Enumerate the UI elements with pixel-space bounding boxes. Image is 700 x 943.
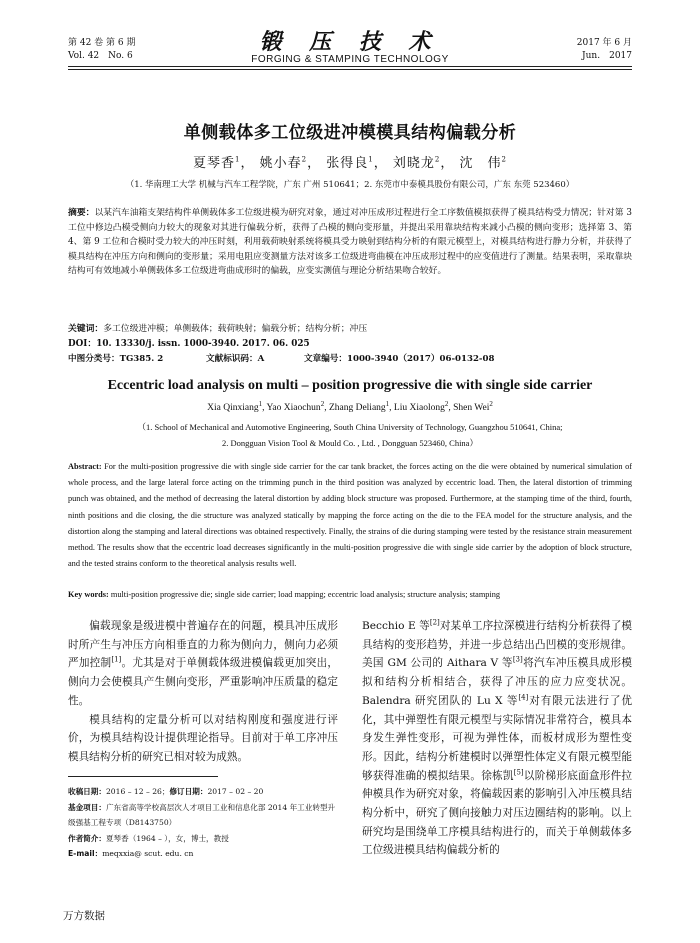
citation-ref[interactable]: [3]	[512, 655, 523, 664]
doi-value: 10. 13330/j. issn. 1000-3940. 2017. 06. 025	[96, 339, 310, 349]
abstract-label-en: Abstract:	[68, 462, 102, 471]
email-label: E-mail：	[68, 849, 103, 858]
database-watermark: 万方数据	[63, 910, 105, 922]
citation-ref[interactable]: [1]	[111, 655, 122, 664]
footnote-email	[68, 846, 338, 862]
revised-date: 2017 – 02 – 20	[207, 787, 264, 796]
received-date: 2016 – 12 – 26；	[105, 787, 170, 796]
running-header-date	[577, 37, 632, 63]
author-separator: ，	[240, 156, 255, 171]
author-affil-mark: 2	[434, 155, 441, 164]
author-affil-mark: 2	[444, 399, 449, 408]
keywords-text-cn: 多工位级进冲模；单侧载体；载荷映射；偏载分析；结构分析；冲压	[103, 324, 368, 334]
citation-ref[interactable]: [2]	[429, 618, 440, 627]
article-no-label: 文章编号：	[304, 354, 347, 364]
author-bio-text: 夏琴香（1964 – ），女，博士，教授	[105, 833, 229, 843]
paper-title-en: Eccentric load analysis on multi – position progressive die with single side carrier	[107, 378, 593, 393]
footnote-dates	[68, 784, 338, 800]
citation-ref[interactable]: [4]	[518, 693, 529, 702]
affiliation-cn: （1. 华南理工大学 机械与汽车工程学院，广东 广州 510641；2. 东莞市中泰模具股份有限公司，广东 东莞 523460）	[125, 180, 575, 190]
doc-code-value: A	[257, 354, 265, 364]
author-name: Zhang Deliang	[328, 403, 386, 413]
journal-name-en: FORGING & STAMPING TECHNOLOGY	[251, 54, 449, 65]
body-text: 。尤其是对于单侧载体级进模偏载更加突出，侧向力会使模具产生侧向变形，严重影响冲压质量的稳定性。	[68, 657, 339, 707]
body-text: 将汽车冲压模具成形模拟和结构分析相结合，获得了冲压的应力应变状况。Balendra 研究团队的 Lu X 等	[362, 657, 632, 707]
doi-label: DOI：	[68, 339, 97, 349]
author-affil-mark: 1	[368, 155, 374, 164]
body-column-right	[362, 617, 632, 860]
article-no-value: 1000-3940（2017）06-0132-08	[346, 354, 495, 364]
journal-name-cn: 锻 压 技 术	[259, 29, 441, 55]
author-affil-mark: 2	[489, 399, 493, 408]
header-rule-thin	[68, 69, 632, 70]
email-link[interactable]: meqxxia@ scut. edu. cn	[102, 849, 194, 858]
abstract-label-cn: 摘要：	[68, 208, 95, 218]
doc-code-label: 文献标识码：	[206, 354, 258, 364]
author-name: 夏琴香	[192, 156, 235, 171]
doi-line	[68, 337, 310, 351]
received-label: 收稿日期：	[68, 787, 106, 796]
clc-label: 中图分类号：	[68, 354, 120, 364]
abstract-en	[68, 459, 632, 572]
footnote-block	[68, 784, 338, 862]
body-text: 对某单工序拉深模进行结构分析获得了模具结构的变形趋势，并进一步总结出凸凹模的变形规律。美国 GM 公司的 Aithara V 等	[362, 620, 633, 670]
keywords-cn	[68, 322, 632, 336]
body-paragraph	[362, 617, 632, 860]
keywords-text-en: multi-position progressive die; single side carrier; load mapping; eccentric load analysis; structure analysis; stamping	[110, 590, 501, 599]
author-name: Xia Qinxiang	[207, 403, 259, 413]
keywords-label-cn: 关键词：	[68, 324, 104, 334]
keywords-label-en: Key words:	[68, 590, 109, 599]
keywords-en	[68, 588, 632, 602]
author-list-cn	[0, 152, 700, 171]
fund-text: 广东省高等学校高层次人才项目工业和信息化部 2014 年工业转型升级强基工程专项（D8143750）	[68, 802, 336, 827]
footnote-rule	[68, 776, 218, 777]
body-paragraph	[68, 617, 338, 711]
author-name: 姚小春	[259, 156, 302, 171]
date-en: Jun. 2017	[582, 51, 632, 61]
abstract-cn	[68, 206, 632, 279]
author-affil-mark: 2	[320, 399, 325, 408]
author-name: Yao Xiaochun	[266, 403, 321, 413]
body-text: Becchio E 等	[362, 620, 430, 632]
body-paragraph: 模具结构的定量分析可以对结构刚度和强度进行评价，为模具结构设计提供理论指导。目前对于单工序冲压模具结构分析的研究已相对较为成熟。	[68, 713, 338, 763]
author-separator: ，	[440, 156, 455, 171]
abstract-text-cn: 以某汽车油箱支架结构件单侧载体多工位级进模为研究对象，通过对冲压成形过程进行全工序数值模拟获得了模具结构受力情况；针对第 3 工位中修边凸模受侧向力较大的现象对其进行偏载分析，获得了凸模的侧向变形量，并提出采用靠块结构来减小凸模的侧向变形；选择第 3、第 4、第 9 工位和合模时受力较大的冲压时刻，利用载荷映射系统将模具受力映射到结构分析的有限元模型上，对模具结构进行静力分析，并获得了模具结构在冲压方向和侧向的变形量；采用电阻应变测量方法对该多工位级进弯曲模在冲压成形过程中的应变值进行了测量。结果表明，采取靠块结构可有效地减小单侧载体多工位级进弯曲成形时的偏载，应变实测值与理论分析结果吻合较好。	[68, 208, 632, 277]
author-affil-mark: 1	[385, 399, 390, 408]
author-name: 刘晓龙	[392, 156, 435, 171]
body-column-left	[68, 617, 338, 767]
author-affil-mark: 1	[258, 399, 263, 408]
author-affil-mark: 2	[301, 155, 308, 164]
affiliation-en-2: 2. Dongguan Vision Tool & Mould Co. , Ltd. , Dongguan 523460, China）	[222, 438, 478, 448]
fund-label: 基金项目：	[68, 802, 106, 812]
date-cn: 2017 年 6 月	[576, 38, 632, 48]
author-name: Shen Wei	[453, 403, 490, 413]
abstract-text-en: For the multi-position progressive die with single side carrier for the car tank bracket, the forces acting on the die were obtained by numerical simulation of whole process, and the large lateral force acting on the trimming punch in the third position was analyzed by eccentric load. Then, the lateral distortion of trimming punch was obtained, and the method of decreasing the lateral distortion by adding block structure was proposed. Furthermore, at the stamping time of the third, fourth, ninth positions and die closing, the die structure was analyzed statically by mapping the force acting on the die to the FEA model for the structure analysis, and the distortion along the stamping and lateral directions was obtained respectively. Finally, the strains of die during stamping were tested by the resistance strain measurement method. The results show that the eccentric load decreases significantly in the multi-position progressive die with single side carrier by the adoption of block structure, and the tested strains conform to the theoretical analysis results well.	[68, 462, 632, 569]
author-list-en: Xia Qinxiang$^1$, Yao Xiaochun$^2$, Zhang Deliang$^1$, Liu Xiaolong$^2$, Shen Wei$^2$	[207, 399, 493, 413]
header-rule-thick	[68, 66, 632, 67]
revised-label: 修订日期：	[169, 787, 208, 796]
body-text: 以阶梯形底面盒形件拉伸模具作为研究对象，将偏载因素的影响引入冲压模具结构分析中，研究了侧向接触力对压边圈结构的影响。以上研究均是围绕单工序模具结构进行的，而关于单侧载体多工位级进模具结构偏载分析的	[362, 769, 633, 857]
author-name: 沈 伟	[459, 156, 502, 171]
author-separator: ，	[307, 156, 322, 171]
author-name: Liu Xiaolong	[393, 403, 445, 413]
body-text: 对有限元法进行了优化，其中弹塑性有限元模型与实际情况非常符合，模具本身发生弹性变形，可视为弹性体，而板材成形为塑性变形。因此，结构分析建模时以弹塑性体定义有限元模型能够获得准确的模拟结果。徐栋凯	[362, 694, 632, 782]
author-bio-label: 作者简介：	[68, 833, 106, 843]
classification-line	[68, 352, 632, 366]
footnote-fund	[68, 800, 338, 831]
author-affil-mark: 1	[234, 155, 241, 164]
body-text: 偏载现象是级进模中普遍存在的问题，模具冲压成形时所产生与冲压方向相垂直的力称为侧向力，侧向力必须严加控制	[68, 620, 338, 670]
volume-cn: 第 42 卷 第 6 期	[68, 38, 136, 48]
clc-value: TG385. 2	[119, 354, 164, 364]
author-name: 张得良	[326, 156, 369, 171]
affiliation-en-1: （1. School of Mechanical and Automotive Engineering, South China University of Technology, Guangzhou 510641, China;	[137, 422, 563, 432]
footnote-author	[68, 831, 338, 847]
volume-en: Vol. 42 No. 6	[68, 51, 133, 61]
paper-title-cn: 单侧载体多工位级进冲模模具结构偏载分析	[183, 123, 517, 143]
author-affil-mark: 2	[501, 155, 508, 164]
citation-ref[interactable]: [5]	[513, 768, 524, 777]
author-separator: ，	[373, 156, 388, 171]
